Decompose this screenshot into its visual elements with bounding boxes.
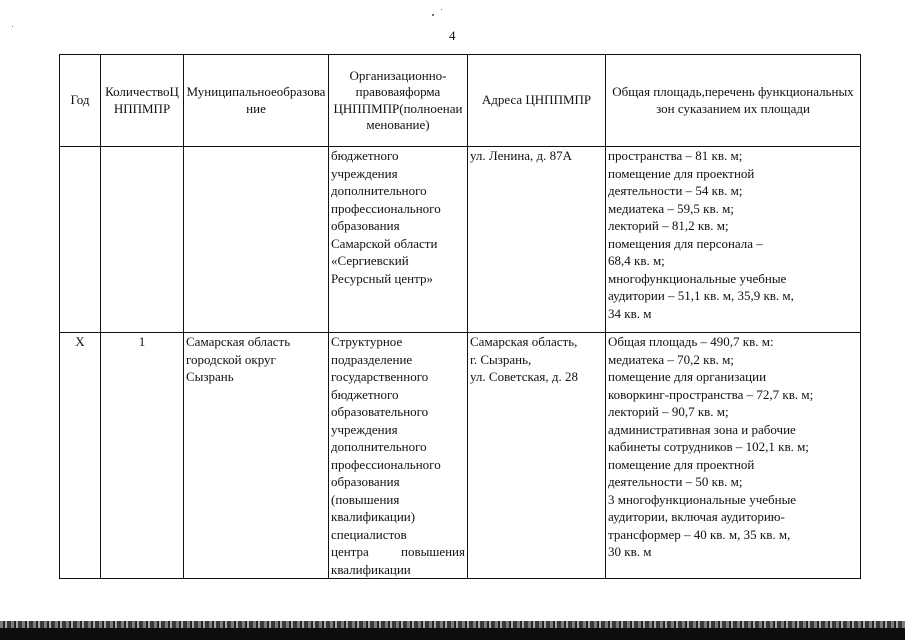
text-line: лекторий – 90,7 кв. м;: [608, 404, 729, 419]
text-line: государственного: [331, 369, 429, 384]
text-line: ул. Ленина, д. 87А: [470, 148, 573, 163]
text-line: городской округ: [186, 351, 276, 367]
cell-count: 1: [101, 333, 184, 579]
text-line: Самарской области: [331, 235, 438, 251]
text-line: медиатека – 70,2 кв. м;: [608, 351, 734, 367]
cell-org-form: [329, 147, 468, 333]
header-area: [606, 55, 861, 147]
header-org-form: [329, 55, 468, 147]
text-line: [331, 543, 465, 561]
text-line: 3 многофункциональные учебные: [608, 491, 797, 507]
text-line: квалификации): [331, 509, 416, 524]
text-line: дополнительного: [331, 439, 427, 454]
text-line: дополнительного: [331, 183, 427, 198]
text-word: повышения: [400, 544, 465, 559]
text-line: административная зона и рабочие: [608, 421, 796, 437]
text-line: Сызрань: [186, 369, 234, 384]
text-word: центра: [331, 544, 369, 559]
text-line: правовая: [355, 84, 406, 99]
text-line: Муниципальное: [186, 84, 277, 99]
text-line: аудитории – 51,1 кв. м, 35,9 кв. м,: [608, 288, 794, 303]
table-row: [60, 147, 861, 333]
text-line: Количество: [105, 84, 170, 99]
text-line: учреждения: [331, 165, 398, 181]
text-line: форма ЦНППМПР: [333, 84, 441, 116]
text-line: бюджетного: [331, 386, 399, 402]
text-line: специалистов: [331, 526, 407, 542]
text-line: указанием их площади: [683, 100, 810, 116]
text-line: помещение для проектной: [608, 165, 755, 181]
header-address: Адреса ЦНППМПР: [468, 55, 606, 147]
text-line: деятельности – 50 кв. м;: [608, 474, 743, 489]
cell-count: [101, 147, 184, 333]
text-line: квалификации: [331, 561, 411, 577]
text-line: Самарская область: [186, 334, 291, 349]
cell-org-form: [329, 333, 468, 579]
header-municipality: [184, 55, 329, 147]
header-year: Год: [60, 55, 101, 147]
scan-edge-band: [0, 621, 905, 640]
text-line: подразделение: [331, 351, 413, 367]
text-line: медиатека – 59,5 кв. м;: [608, 200, 734, 216]
text-line: помещение для проектной: [608, 456, 755, 472]
text-line: Общая площадь,: [612, 84, 705, 99]
text-line: (полное: [399, 100, 443, 116]
text-line: помещения для персонала –: [608, 235, 763, 251]
cell-year: [60, 147, 101, 333]
cell-address: [468, 333, 606, 579]
text-line: учреждения: [331, 421, 398, 437]
scan-speck: [12, 26, 13, 27]
text-line: коворкинг-пространства – 72,7 кв. м;: [608, 386, 814, 402]
scan-speck: [432, 14, 434, 16]
text-line: Общая площадь – 490,7 кв. м:: [608, 334, 774, 349]
text-line: Ресурсный центр»: [331, 270, 433, 286]
text-line: образования: [331, 218, 400, 233]
text-line: бюджетного: [331, 148, 399, 163]
text-line: образовательного: [331, 404, 429, 419]
text-line: Самарская область,: [470, 334, 578, 349]
text-line: (повышения: [331, 491, 400, 507]
cell-municipality: [184, 333, 329, 579]
text-line: трансформер – 40 кв. м, 35 кв. м,: [608, 526, 791, 542]
page-number: 4: [449, 28, 456, 43]
text-line: аудитории, включая аудиторию-: [608, 509, 785, 524]
text-line: лекторий – 81,2 кв. м;: [608, 218, 729, 233]
text-line: пространства – 81 кв. м;: [608, 148, 743, 163]
text-line: ул. Советская, д. 28: [470, 369, 579, 384]
text-line: 34 кв. м: [608, 305, 652, 321]
cell-area: [606, 147, 861, 333]
text-line: образования: [331, 474, 400, 489]
text-line: ЦНППМПР: [113, 84, 179, 116]
text-line: перечень функциональных зон с: [656, 84, 854, 116]
text-line: профессионального: [331, 200, 441, 216]
cell-area: [606, 333, 861, 579]
text-line: «Сергиевский: [331, 253, 409, 268]
scan-speck: [441, 9, 442, 10]
text-line: профессионального: [331, 456, 441, 472]
text-line: наименование): [366, 100, 463, 132]
text-line: Организационно-: [349, 67, 447, 83]
text-line: 68,4 кв. м;: [608, 253, 665, 268]
text-line: г. Сызрань,: [470, 351, 532, 367]
table-row: [60, 333, 861, 579]
text-line: 30 кв. м: [608, 544, 652, 559]
cell-municipality: [184, 147, 329, 333]
text-line: Структурное: [331, 334, 403, 349]
text-line: помещение для организации: [608, 369, 767, 384]
header-count: [101, 55, 184, 147]
text-line: деятельности – 54 кв. м;: [608, 183, 743, 198]
header-row: [60, 55, 861, 147]
cell-year: X: [60, 333, 101, 579]
text-line: кабинеты сотрудников – 102,1 кв. м;: [608, 439, 809, 454]
data-table: [59, 54, 861, 579]
text-line: образование: [246, 84, 326, 116]
text-line: многофункциональные учебные: [608, 270, 787, 286]
cell-address: [468, 147, 606, 333]
